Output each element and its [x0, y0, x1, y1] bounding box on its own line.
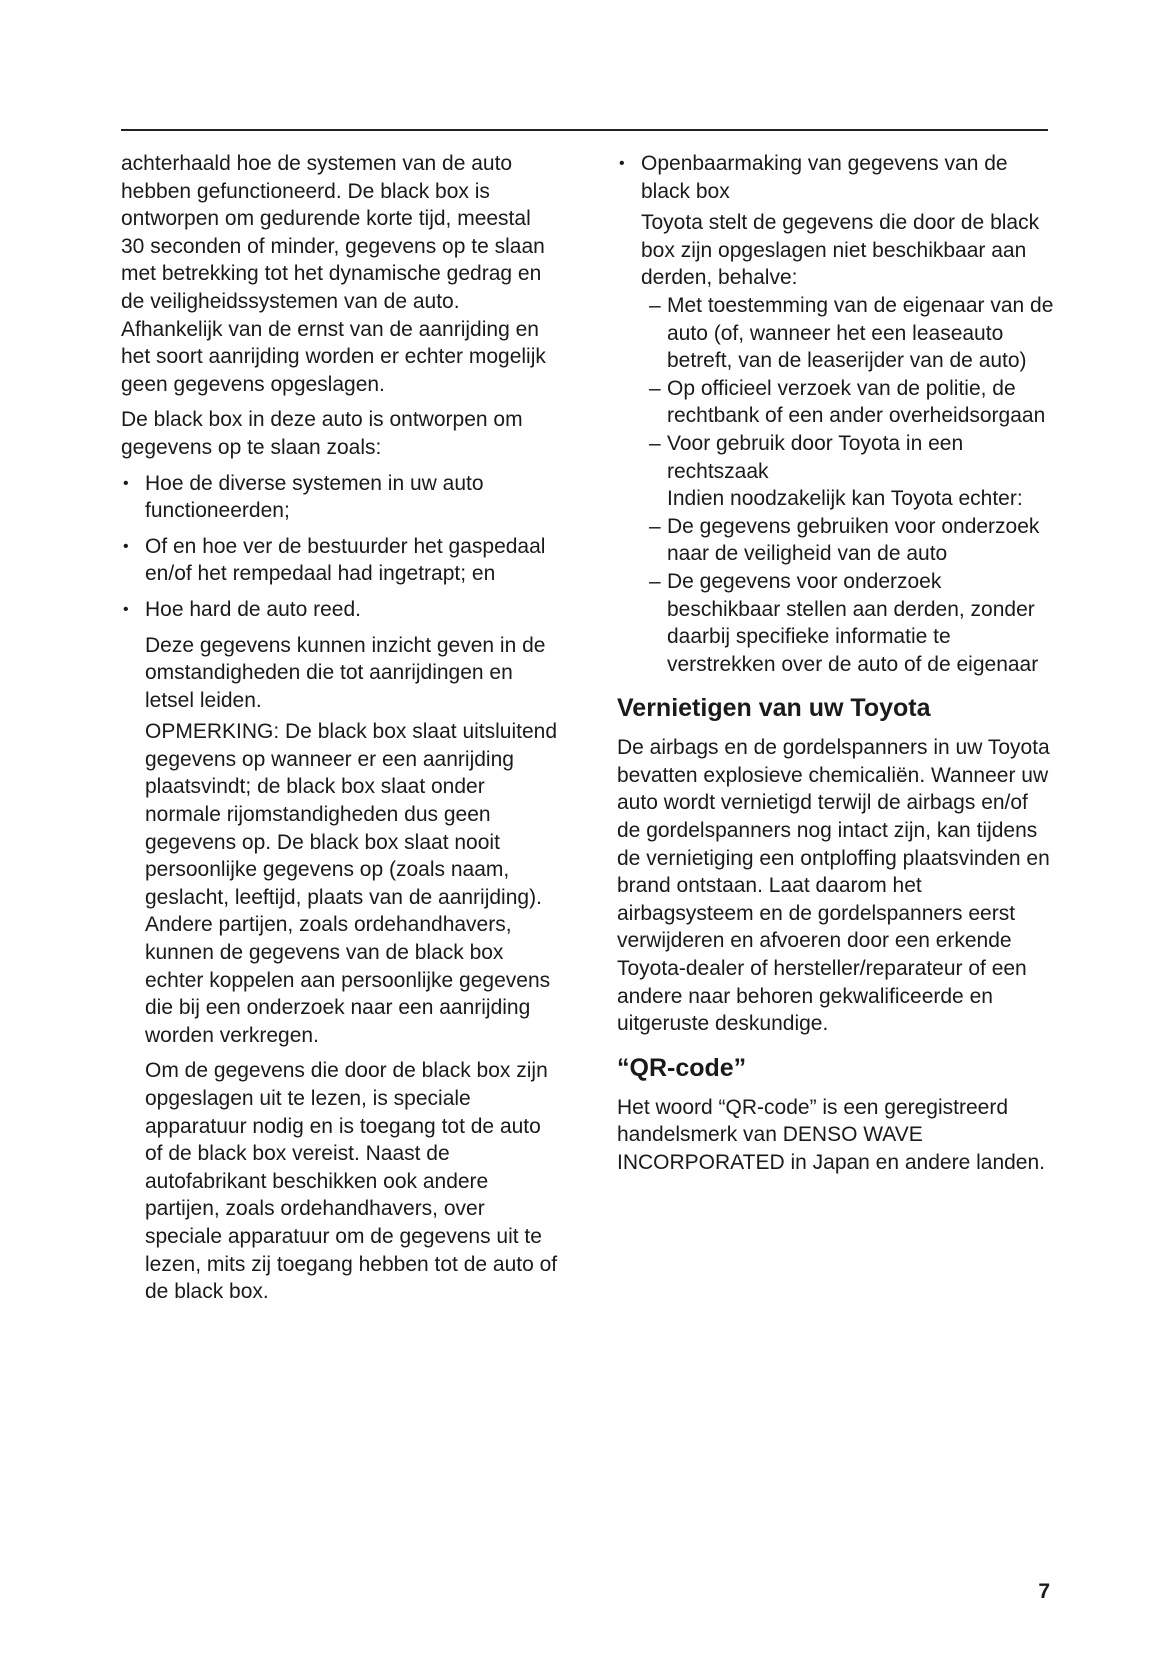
list-item: • Of en hoe ver de bestuurder het gaspedaal en/of het rempedaal had ingetrapt; en	[121, 533, 559, 588]
list-item: • Hoe hard de auto reed.	[121, 596, 559, 624]
page-number: 7	[1038, 1580, 1050, 1603]
right-column	[617, 150, 1055, 1177]
scrap-paragraph: De airbags en de gordelspanners in uw Toyota bevatten explosieve chemicaliën. Wanneer uw auto wordt vernietigd terwijl de airbags en/of de gordelspanners nog intact zijn, kan tijdens de vernietiging een ontploffing plaatsvinden en brand ontstaan. Laat daarom het airbagsysteem en de gordelspanners eerst verwijderen en afvoeren door een erkende Toyota-dealer of hersteller/reparateur of een andere naar behoren gekwalificeerde en uitgeruste deskundige.	[617, 736, 1050, 1036]
qr-heading: “QR-code”	[617, 1053, 747, 1082]
header-rule	[121, 129, 1048, 131]
scrap-heading: Vernietigen van uw Toyota	[617, 694, 931, 723]
dash-item: – Voor gebruik door Toyota in een rechtszaak	[617, 430, 1055, 485]
dash-item: – Op officieel verzoek van de politie, de rechtbank of een ander overheidsorgaan	[617, 375, 1055, 430]
designed-paragraph: De black box in deze auto is ontworpen om gegevens op te slaan zoals:	[121, 408, 523, 459]
list-item: • Openbaarmaking van gegevens van de black box	[617, 150, 1055, 205]
insight-paragraph: Deze gegevens kunnen inzicht geven in de omstandigheden die tot aanrijdingen en letsel leiden.	[145, 633, 546, 712]
left-column	[121, 150, 559, 1306]
necessary-text: Indien noodzakelijk kan Toyota echter:	[667, 487, 1023, 511]
note-paragraph: OPMERKING: De black box slaat uitsluitend gegevens op wanneer er een aanrijding plaatsvindt; de black box slaat onder normale rijomstandigheden dus geen gegevens op. De black box slaat nooit persoonlijke gegevens op (zoals naam, geslacht, leeftijd, plaats van de aanrijding). Andere partijen, zoals ordehandhavers, kunnen de gegevens van de black box echter koppelen aan persoonlijke gegevens die bij een onderzoek naar een aanrijding worden verkregen.	[145, 720, 558, 1047]
qr-paragraph: Het woord “QR-code” is een geregistreerd handelsmerk van DENSO WAVE INCORPORATED in Japan en andere landen.	[617, 1095, 1045, 1174]
dash-item: – Met toestemming van de eigenaar van de auto (of, wanneer het een leaseauto betreft, van de leaserijder van de auto)	[617, 292, 1055, 375]
disclosure-intro: Toyota stelt de gegevens die door de black box zijn opgeslagen niet beschikbaar aan derden, behalve:	[641, 211, 1040, 290]
dash-item: – De gegevens gebruiken voor onderzoek naar de veiligheid van de auto	[617, 513, 1055, 568]
list-item: • Hoe de diverse systemen in uw auto functioneerden;	[121, 470, 559, 525]
reading-paragraph: Om de gegevens die door de black box zijn opgeslagen uit te lezen, is speciale apparatuur nodig en is toegang tot de auto of de black box vereist. Naast de autofabrikant beschikken ook andere partijen, zoals ordehandhavers, over speciale apparatuur om de gegevens uit te lezen, mits zij toegang hebben tot de auto of de black box.	[145, 1059, 558, 1304]
dash-item: – De gegevens voor onderzoek beschikbaar stellen aan derden, zonder daarbij specifieke informatie te verstrekken over de auto of de eigenaar	[617, 568, 1055, 678]
intro-paragraph: achterhaald hoe de systemen van de auto hebben gefunctioneerd. De black box is ontworpen om gedurende korte tijd, meestal 30 seconden of minder, gegevens op te slaan met betrekking tot het dynamische gedrag en de veiligheidssystemen van de auto. Afhankelijk van de ernst van de aanrijding en het soort aanrijding worden er echter mogelijk geen gegevens opgeslagen.	[121, 152, 546, 396]
